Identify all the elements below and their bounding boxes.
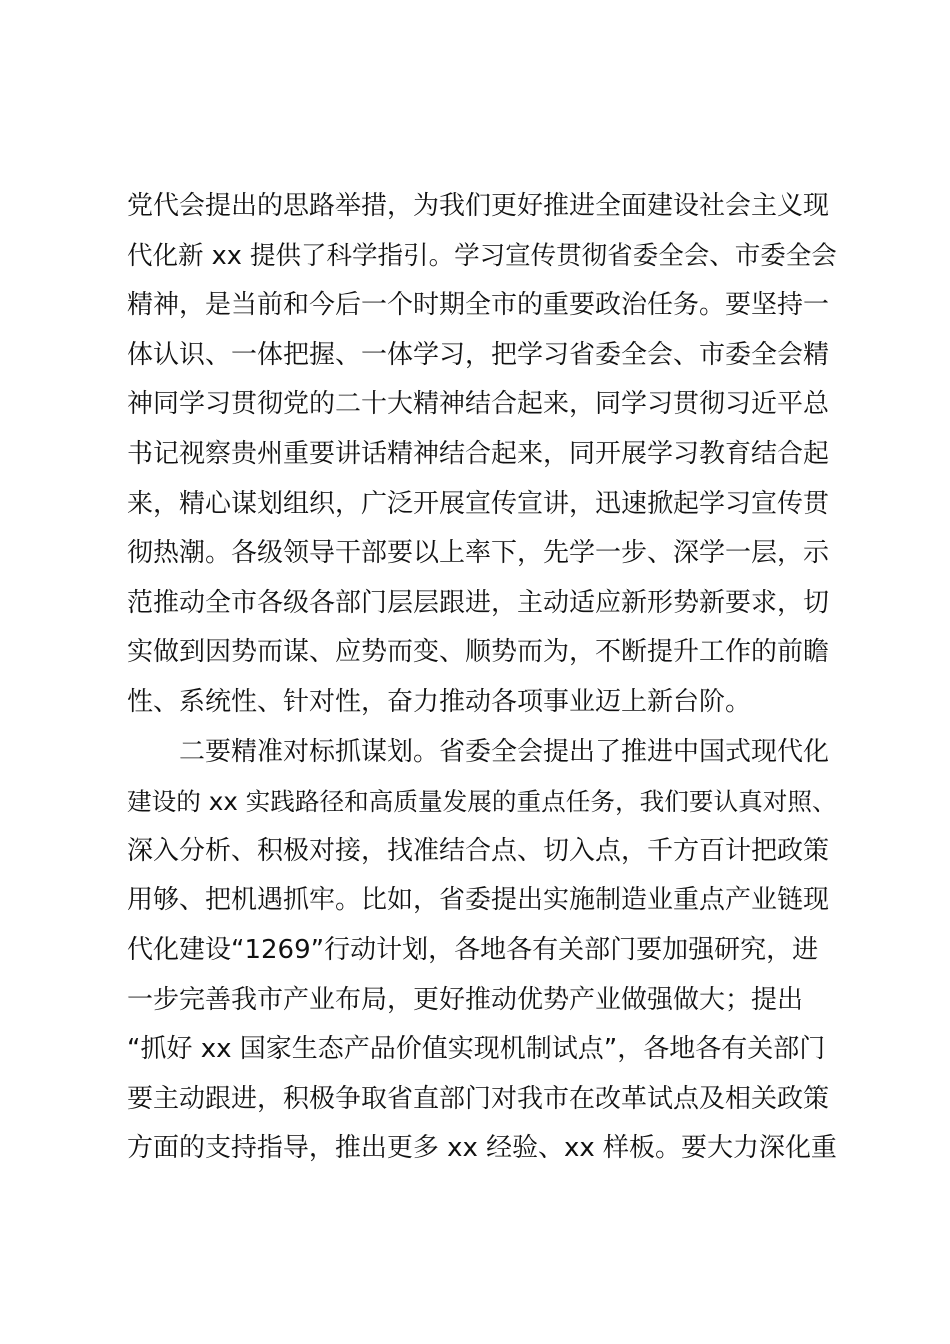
text-line: 来，精心谋划组织，广泛开展宣传宣讲，迅速掀起学习宣传贯 [127,488,830,519]
body-text [127,182,837,1174]
text-line: 性、系统性、针对性，奋力推动各项事业迈上新台阶。 [127,686,752,717]
text-line: 党代会提出的思路举措，为我们更好推进全面建设社会主义现 [127,191,830,221]
text-line: 彻热潮。各级领导干部要以上率下，先学一步、深学一层，示 [127,538,830,569]
text-line: “抓好 xx 国家生态产品价值实现机制试点”，各地各有关部门 [127,1034,826,1065]
text-line: 深入分析、积极对接，找准结合点、切入点，千方百计把政策 [127,835,830,866]
text-line: 代化新 xx 提供了科学指引。学习宣传贯彻省委全会、市委全会 [127,240,837,271]
text-line: 方面的支持指导，推出更多 xx 经验、xx 样板。要大力深化重 [127,1133,837,1164]
text-line: 代化建设“1269”行动计划，各地各有关部门要加强研究，进 [127,934,819,965]
text-line: 实做到因势而谋、应势而变、顺势而为，不断提升工作的前瞻 [127,637,830,668]
text-line: 神同学习贯彻党的二十大精神结合起来，同学习贯彻习近平总 [127,389,830,420]
text-line: 用够、把机遇抓牢。比如，省委提出实施制造业重点产业链现 [127,885,830,916]
text-line: 体认识、一体把握、一体学习，把学习省委全会、市委全会精 [127,339,830,370]
text-line: 一步完善我市产业布局，更好推动优势产业做强做大；提出 [127,984,804,1015]
text-line: 书记视察贵州重要讲话精神结合起来，同开展学习教育结合起 [127,438,830,469]
paragraph-start-line: 二要精准对标抓谋划。省委全会提出了推进中国式现代化 [179,736,830,767]
text-line: 建设的 xx 实践路径和高质量发展的重点任务，我们要认真对照、 [127,787,837,817]
text-line: 精神，是当前和今后一个时期全市的重要政治任务。要坚持一 [127,290,830,321]
text-line: 范推动全市各级各部门层层跟进，主动适应新形势新要求，切 [127,587,830,618]
text-line: 要主动跟进，积极争取省直部门对我市在改革试点及相关政策 [127,1083,830,1114]
